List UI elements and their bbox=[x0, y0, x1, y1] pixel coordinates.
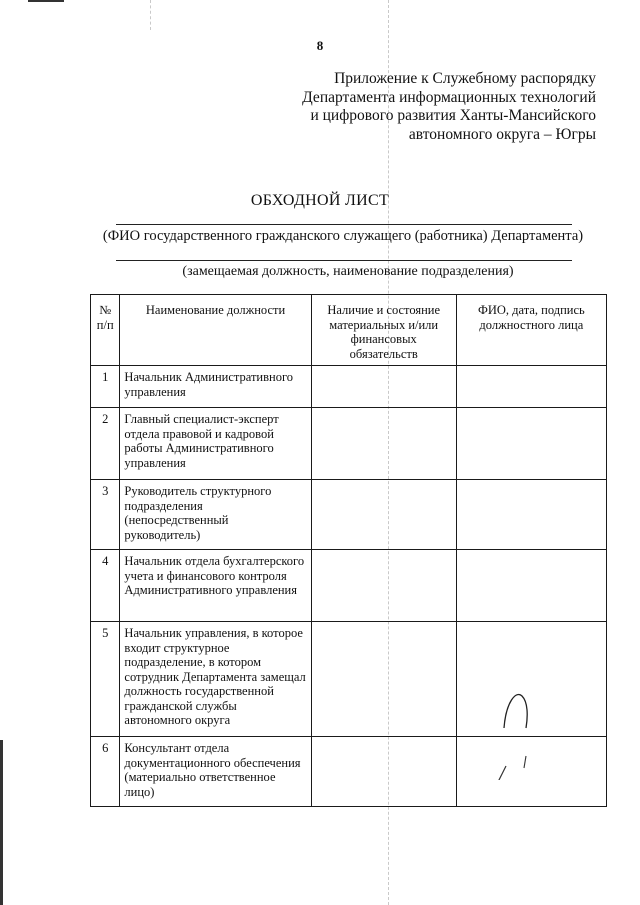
name-fill-line bbox=[116, 224, 572, 225]
signature-cell[interactable] bbox=[456, 737, 606, 807]
position-caption: (замещаемая должность, наименование подразделения) bbox=[182, 264, 514, 279]
name-caption: (ФИО государственного гражданского служащего (работника) Департамента) bbox=[102, 228, 584, 244]
table-row bbox=[91, 480, 607, 550]
row-position: Руководитель структурного подразделения (непосредственный руководитель) bbox=[120, 480, 311, 550]
obligations-cell[interactable] bbox=[311, 737, 456, 807]
row-position: Главный специалист-эксперт отдела правовой и кадровой работы Административного управления bbox=[120, 408, 311, 480]
row-position: Начальник Административного управления bbox=[120, 366, 311, 408]
page-number: 8 bbox=[316, 38, 324, 53]
header-signature: ФИО, дата, подпись должностного лица bbox=[456, 295, 606, 366]
obligations-cell[interactable] bbox=[311, 622, 456, 737]
row-number: 6 bbox=[91, 737, 120, 807]
table-header-row bbox=[91, 295, 607, 366]
table-row bbox=[91, 366, 607, 408]
document-title: ОБХОДНОЙ ЛИСТ bbox=[250, 192, 390, 209]
scan-artifact-top bbox=[28, 0, 64, 2]
row-number: 3 bbox=[91, 480, 120, 550]
appendix-heading bbox=[256, 70, 596, 144]
obligations-cell[interactable] bbox=[311, 366, 456, 408]
row-number: 4 bbox=[91, 550, 120, 622]
header-position: Наименование должности bbox=[120, 295, 311, 366]
table-row bbox=[91, 622, 607, 737]
appendix-line: Департамента информационных технологий bbox=[302, 88, 596, 106]
position-fill-line bbox=[116, 260, 572, 261]
signature-cell[interactable] bbox=[456, 408, 606, 480]
row-number: 1 bbox=[91, 366, 120, 408]
signature-cell[interactable] bbox=[456, 366, 606, 408]
appendix-line: Приложение к Служебному распорядку bbox=[334, 70, 596, 87]
obligations-cell[interactable] bbox=[311, 408, 456, 480]
row-position: Начальник управления, в которое входит структурное подразделение, в котором сотрудник Департамента замещал должность государственной гражданской службы автономного округа bbox=[120, 622, 311, 737]
table-row bbox=[91, 550, 607, 622]
row-number: 2 bbox=[91, 408, 120, 480]
table-row bbox=[91, 408, 607, 480]
header-number: № п/п bbox=[91, 295, 120, 366]
clearance-table bbox=[90, 294, 607, 807]
signature-cell[interactable] bbox=[456, 622, 606, 737]
row-position: Начальник отдела бухгалтерского учета и финансового контроля Административного управления bbox=[120, 550, 311, 622]
row-position: Консультант отдела документационного обеспечения (материально ответственное лицо) bbox=[120, 737, 311, 807]
header-obligations: Наличие и состояние материальных и/или финансовых обязательств bbox=[311, 295, 456, 366]
scan-artifact-left bbox=[0, 740, 3, 905]
appendix-line: и цифрового развития Ханты-Мансийского bbox=[310, 107, 596, 124]
signature-cell[interactable] bbox=[456, 550, 606, 622]
obligations-cell[interactable] bbox=[311, 550, 456, 622]
scan-fold-line bbox=[150, 0, 151, 30]
appendix-line: автономного округа – Югры bbox=[408, 125, 596, 143]
table-row bbox=[91, 737, 607, 807]
obligations-cell[interactable] bbox=[311, 480, 456, 550]
row-number: 5 bbox=[91, 622, 120, 737]
signature-cell[interactable] bbox=[456, 480, 606, 550]
